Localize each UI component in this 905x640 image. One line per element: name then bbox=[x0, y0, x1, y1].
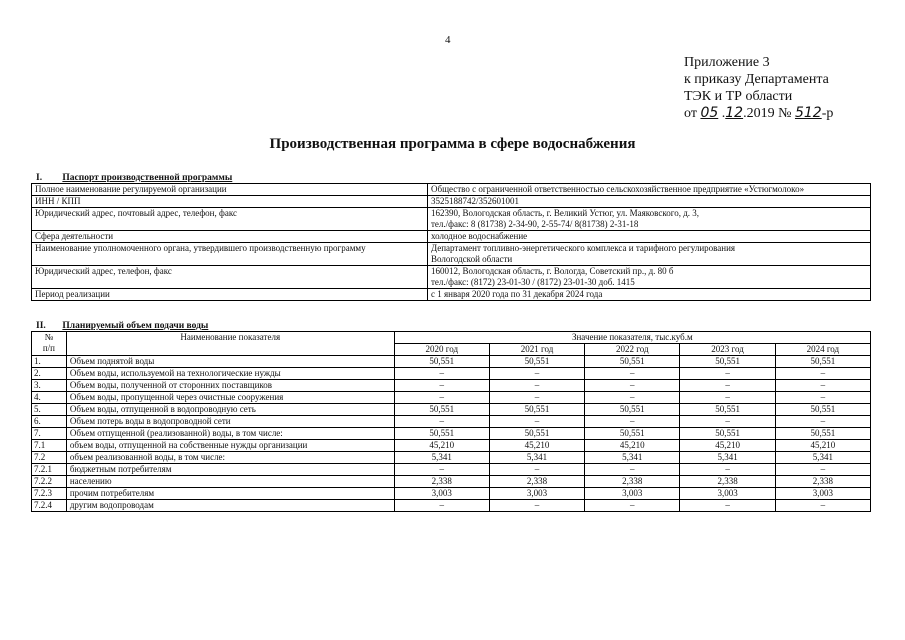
passport-row bbox=[32, 184, 871, 196]
header-name: Наименование показателя bbox=[66, 332, 394, 356]
row-value: – bbox=[775, 380, 870, 392]
row-name: объем реализованной воды, в том числе: bbox=[66, 452, 394, 464]
passport-row bbox=[32, 289, 871, 301]
passport-value-line: холодное водоснабжение bbox=[431, 231, 528, 241]
row-value: 50,551 bbox=[394, 356, 489, 368]
table-row bbox=[32, 368, 871, 380]
table-row bbox=[32, 476, 871, 488]
row-value: – bbox=[394, 500, 489, 512]
row-value: 3,003 bbox=[775, 488, 870, 500]
row-value: 2,338 bbox=[585, 476, 680, 488]
row-value: – bbox=[394, 464, 489, 476]
row-value: 3,003 bbox=[585, 488, 680, 500]
row-value: – bbox=[585, 392, 680, 404]
row-value: – bbox=[680, 500, 775, 512]
row-value: 5,341 bbox=[775, 452, 870, 464]
passport-row bbox=[32, 208, 871, 231]
table-row bbox=[32, 356, 871, 368]
passport-label: Период реализации bbox=[32, 289, 428, 301]
passport-label: Юридический адрес, почтовый адрес, телефон, факс bbox=[32, 208, 428, 231]
table-row bbox=[32, 380, 871, 392]
passport-row bbox=[32, 231, 871, 243]
row-value: – bbox=[585, 380, 680, 392]
passport-label: Юридический адрес, телефон, факс bbox=[32, 266, 428, 289]
row-number: 7.2.2 bbox=[32, 476, 67, 488]
row-value: – bbox=[489, 500, 584, 512]
row-value: – bbox=[775, 464, 870, 476]
row-name: прочим потребителям bbox=[66, 488, 394, 500]
row-value: 5,341 bbox=[680, 452, 775, 464]
passport-value-line: 160012, Вологодская область, г. Вологда, Советский пр., д. 80 б bbox=[431, 266, 674, 276]
row-number: 7.2.4 bbox=[32, 500, 67, 512]
section-1-title: Паспорт производственной программы bbox=[62, 173, 233, 183]
row-value: – bbox=[489, 392, 584, 404]
year-header: 2021 год bbox=[489, 344, 584, 356]
appendix-date-line: от 05 .12.2019 № 512-р bbox=[684, 105, 834, 121]
passport-value-line: 3525188742/352601001 bbox=[431, 196, 520, 206]
row-value: – bbox=[680, 380, 775, 392]
row-number: 7.2.3 bbox=[32, 488, 67, 500]
header-values: Значение показателя, тыс.куб.м bbox=[394, 332, 870, 344]
page-number: 4 bbox=[445, 34, 451, 46]
passport-value-line: 162390, Вологодская область, г. Великий Устюг, ул. Маяковского, д. 3, bbox=[431, 208, 700, 218]
row-number: 6. bbox=[32, 416, 67, 428]
row-value: 50,551 bbox=[775, 428, 870, 440]
row-name: Объем потерь воды в водопроводной сети bbox=[66, 416, 394, 428]
row-value: 50,551 bbox=[775, 356, 870, 368]
row-value: 3,003 bbox=[489, 488, 584, 500]
row-value: – bbox=[489, 380, 584, 392]
row-number: 7.2.1 bbox=[32, 464, 67, 476]
row-name: Объем воды, отпущенной в водопроводную сеть bbox=[66, 404, 394, 416]
row-number: 3. bbox=[32, 380, 67, 392]
date-prefix: от bbox=[684, 106, 697, 121]
row-value: – bbox=[585, 500, 680, 512]
appendix-line-2: к приказу Департамента bbox=[684, 72, 829, 87]
row-value: – bbox=[394, 416, 489, 428]
row-name: Объем отпущенной (реализованной) воды, в том числе: bbox=[66, 428, 394, 440]
passport-value bbox=[428, 243, 871, 266]
passport-label: Сфера деятельности bbox=[32, 231, 428, 243]
section-2-number: II. bbox=[36, 321, 46, 331]
row-number: 7. bbox=[32, 428, 67, 440]
passport-value-line: Общество с ограниченной ответственностью сельскохозяйственное предприятие «Устюгмолоко» bbox=[431, 184, 805, 194]
row-value: 5,341 bbox=[394, 452, 489, 464]
passport-value-line: тел./факс: 8 (81738) 2-34-90, 2-55-74/ 8(81738) 2-31-18 bbox=[431, 219, 639, 229]
year-header: 2023 год bbox=[680, 344, 775, 356]
row-value: – bbox=[775, 416, 870, 428]
row-value: – bbox=[680, 368, 775, 380]
row-value: – bbox=[394, 392, 489, 404]
row-value: 50,551 bbox=[585, 356, 680, 368]
table-row bbox=[32, 440, 871, 452]
row-number: 1. bbox=[32, 356, 67, 368]
row-value: 5,341 bbox=[585, 452, 680, 464]
row-value: 2,338 bbox=[680, 476, 775, 488]
passport-value bbox=[428, 184, 871, 196]
row-value: – bbox=[489, 416, 584, 428]
section-2-title: Планируемый объем подачи воды bbox=[62, 321, 209, 331]
table-row bbox=[32, 488, 871, 500]
passport-label: ИНН / КПП bbox=[32, 196, 428, 208]
row-number: 5. bbox=[32, 404, 67, 416]
row-value: – bbox=[680, 416, 775, 428]
row-value: 50,551 bbox=[489, 428, 584, 440]
row-value: 50,551 bbox=[394, 428, 489, 440]
passport-row bbox=[32, 243, 871, 266]
row-value: 3,003 bbox=[680, 488, 775, 500]
row-value: – bbox=[775, 392, 870, 404]
table-row bbox=[32, 464, 871, 476]
table-row bbox=[32, 452, 871, 464]
section-1-number: I. bbox=[36, 173, 43, 183]
row-value: – bbox=[489, 464, 584, 476]
passport-value bbox=[428, 231, 871, 243]
passport-table bbox=[31, 183, 871, 301]
row-value: 50,551 bbox=[680, 428, 775, 440]
row-value: 50,551 bbox=[775, 404, 870, 416]
row-value: 45,210 bbox=[489, 440, 584, 452]
document-title: Производственная программа в сфере водоснабжения bbox=[269, 136, 636, 152]
row-name: объем воды, отпущенной на собственные нужды организации bbox=[66, 440, 394, 452]
table-row bbox=[32, 416, 871, 428]
order-suffix: -р bbox=[821, 106, 834, 121]
year-header: 2020 год bbox=[394, 344, 489, 356]
passport-value bbox=[428, 208, 871, 231]
row-value: 2,338 bbox=[394, 476, 489, 488]
row-value: 50,551 bbox=[585, 404, 680, 416]
appendix-line-3: ТЭК и ТР области bbox=[684, 89, 793, 104]
table-row bbox=[32, 404, 871, 416]
date-month: 12 bbox=[725, 105, 744, 121]
row-value: – bbox=[775, 368, 870, 380]
passport-row bbox=[32, 266, 871, 289]
row-value: 3,003 bbox=[394, 488, 489, 500]
row-value: 50,551 bbox=[680, 356, 775, 368]
row-name: бюджетным потребителям bbox=[66, 464, 394, 476]
row-value: 50,551 bbox=[394, 404, 489, 416]
row-value: – bbox=[489, 368, 584, 380]
year-header: 2022 год bbox=[585, 344, 680, 356]
row-value: – bbox=[680, 392, 775, 404]
row-value: 2,338 bbox=[775, 476, 870, 488]
table-row bbox=[32, 392, 871, 404]
passport-value bbox=[428, 266, 871, 289]
table-row bbox=[32, 500, 871, 512]
row-value: 5,341 bbox=[489, 452, 584, 464]
appendix-block bbox=[684, 54, 833, 122]
row-value: 2,338 bbox=[489, 476, 584, 488]
row-value: – bbox=[775, 500, 870, 512]
row-number: 4. bbox=[32, 392, 67, 404]
passport-value bbox=[428, 196, 871, 208]
row-value: – bbox=[394, 368, 489, 380]
row-value: 45,210 bbox=[775, 440, 870, 452]
row-value: 50,551 bbox=[585, 428, 680, 440]
passport-row bbox=[32, 196, 871, 208]
volumes-table bbox=[31, 331, 871, 512]
passport-value bbox=[428, 289, 871, 301]
row-name: Объем поднятой воды bbox=[66, 356, 394, 368]
row-value: 45,210 bbox=[394, 440, 489, 452]
passport-label: Полное наименование регулируемой организации bbox=[32, 184, 428, 196]
row-value: – bbox=[585, 368, 680, 380]
passport-value-line: Департамент топливно-энергетического комплекса и тарифного регулирования bbox=[431, 243, 736, 253]
row-name: Объем воды, полученной от сторонних поставщиков bbox=[66, 380, 394, 392]
row-value: – bbox=[680, 464, 775, 476]
row-value: 45,210 bbox=[680, 440, 775, 452]
header-num: № п/п bbox=[32, 332, 67, 356]
row-name: Объем воды, пропущенной через очистные сооружения bbox=[66, 392, 394, 404]
table-row bbox=[32, 428, 871, 440]
section-1-heading bbox=[36, 173, 232, 183]
passport-value-line: тел./факс: (8172) 23-01-30 / (8172) 23-01-30 доб. 1415 bbox=[431, 277, 635, 287]
row-value: 50,551 bbox=[489, 404, 584, 416]
row-name: Объем воды, используемой на технологические нужды bbox=[66, 368, 394, 380]
date-year: .2019 № bbox=[743, 106, 792, 121]
appendix-line-1: Приложение 3 bbox=[684, 55, 770, 70]
year-header: 2024 год bbox=[775, 344, 870, 356]
passport-value-line: с 1 января 2020 года по 31 декабря 2024 года bbox=[431, 289, 603, 299]
passport-value-line: Вологодской области bbox=[431, 254, 513, 264]
section-2-heading bbox=[36, 321, 208, 331]
row-name: населению bbox=[66, 476, 394, 488]
row-value: – bbox=[394, 380, 489, 392]
row-value: – bbox=[585, 464, 680, 476]
order-number: 512 bbox=[794, 105, 822, 121]
row-value: 50,551 bbox=[489, 356, 584, 368]
row-number: 7.2 bbox=[32, 452, 67, 464]
row-number: 7.1 bbox=[32, 440, 67, 452]
row-value: 50,551 bbox=[680, 404, 775, 416]
passport-label: Наименование уполномоченного органа, утвердившего производственную программу bbox=[32, 243, 428, 266]
row-value: 45,210 bbox=[585, 440, 680, 452]
row-name: другим водопроводам bbox=[66, 500, 394, 512]
date-day: 05 bbox=[700, 105, 719, 121]
row-number: 2. bbox=[32, 368, 67, 380]
row-value: – bbox=[585, 416, 680, 428]
